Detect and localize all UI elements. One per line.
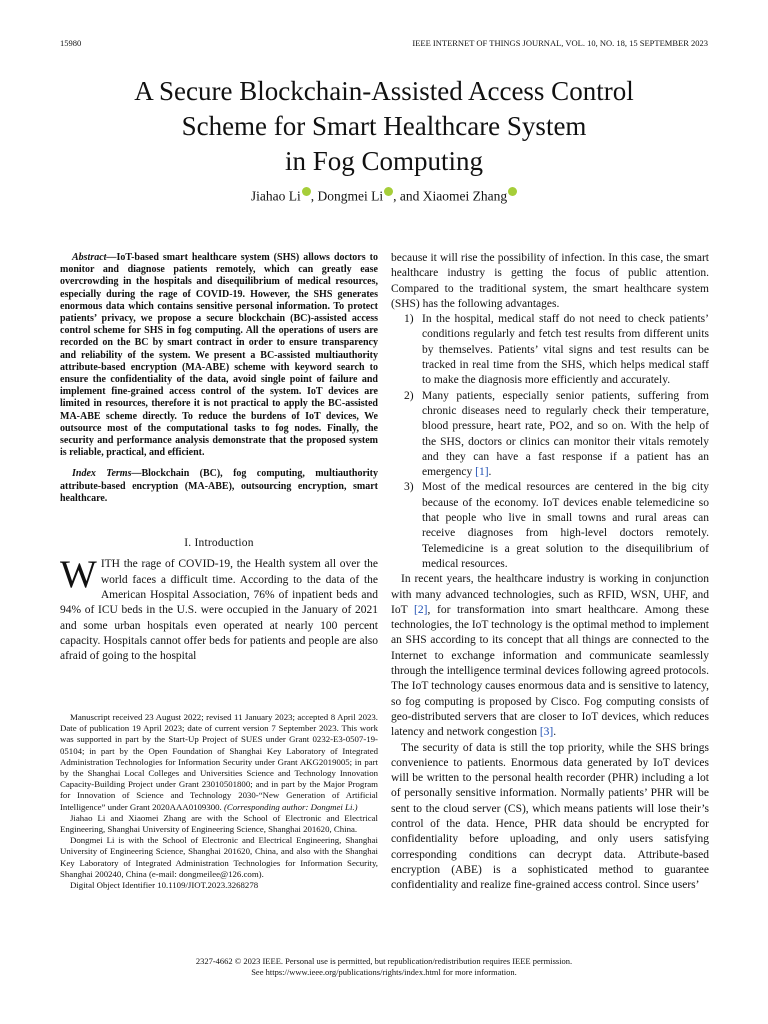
doi-line: Digital Object Identifier 10.1109/JIOT.2023.3268278 [70, 880, 259, 891]
author-name: Jiahao Li [250, 188, 301, 204]
footnotes [60, 712, 378, 891]
index-terms [60, 468, 378, 505]
list-text: In the hospital, medical staff do not need to check patients’ conditions regularly and fetch test results from different units by themselves. Patients’ vital signs and test results can be tracked in real time from the SHS, which helps medical staff to make the diagnosis more efficiently and accurately. [422, 313, 709, 387]
citation-link[interactable]: [1] [475, 466, 489, 479]
affiliation-2: Dongmei Li is with the School of Electronic and Electrical Engineering, Shanghai University of Engineering Science, Shanghai 201620, China, and also with the Shanghai Key Laboratory of Integrated Administration Technologies for Information Security, Shanghai 200240, China (e-mail: dongmeilee@126.com). [60, 835, 378, 879]
intro-paragraph [60, 553, 378, 664]
abstract-label: Abstract— [72, 252, 117, 263]
intro-text: ITH the rage of COVID-19, the Health system all over the world faces a difficult time. According to the data of the American Hospital Association, 76% of inpatient beds and 94% of ICU beds in the U.S. were occupied in the January of 2021 and some urban hospitals even operated at nearly 100 percent capacity. Hospitals cannot offer beds for patients and people are also afraid of going to the hospital [60, 558, 378, 663]
left-column [60, 249, 378, 664]
author-list [60, 186, 708, 206]
list-item: 2) Many patients, especially senior patients, suffering from chronic diseases need to regularly check their temperature, blood pressure, heart rate, PO2, and so on. With the help of the SHS, doctors or clinics can monitor their vitals remotely and they can have a fast response if a patient has an emergency [1]. [404, 389, 709, 479]
orcid-icon[interactable] [302, 187, 311, 196]
body-paragraph: The security of data is still the top priority, while the SHS brings convenience to patients. Enormous data generated by IoT devices will be written to the personal health recorder (PHR) including a lot of personally sensitive information. Normally patients’ PHR will be sent to the cloud server (CS), which means patients will lose their’s control of the data. Hence, PHR data should be encrypted for confidentiality before uploading, and only users satisfying corresponding conditions can decrypt data. Attribute-based encryption (ABE) is a sophisticated method to guarantee confidentiality and realize fine-grained access control. Since users’ [391, 741, 709, 892]
citation-link[interactable]: [3] [539, 726, 554, 739]
corresponding-author: (Corresponding author: Dongmei Li.) [223, 801, 358, 812]
author-name: , Dongmei Li [310, 188, 384, 204]
index-terms-label: Index Terms— [72, 468, 142, 480]
affiliation-1: Jiahao Li and Xiaomei Zhang are with the School of Electronic and Electrical Engineering, Shanghai University of Engineering Science, Shanghai 201620, China. [60, 812, 378, 835]
journal-name: IEEE INTERNET OF THINGS JOURNAL, VOL. 10, NO. 18, 15 SEPTEMBER 2023 [412, 38, 708, 48]
copyright-line-1: 2327-4662 © 2023 IEEE. Personal use is permitted, but republication/redistribution requires IEEE permission. [195, 956, 573, 966]
paper-title [60, 74, 708, 179]
orcid-icon[interactable] [508, 187, 517, 196]
para-text: , for transformation into smart healthcare. Among these technologies, the IoT technology is the optimal method to implement an SHS according to its concept that all things are connected to the Internet to exchange information and communicate seamlessly through the intelligence terminal devices following agreed protocols. The IoT technology causes enormous data and is sensitive to latency, so fog computing is proposed by Cisco. Fog computing consists of geo-distributed servers that are closer to IoT devices, which reduces latency and network congestion [391, 603, 709, 739]
list-item [391, 480, 709, 572]
right-column [391, 251, 709, 893]
body-paragraph: In recent years, the healthcare industry is working in conjunction with many advanced technologies, such as RFID, WSN, UHF, and IoT [2], for transformation into smart healthcare. Among these technologies, the IoT technology is the optimal method to implement an SHS according to its concept that all things are connected to the Internet to exchange information and communicate seamlessly through the intelligence terminal devices following agreed protocols. The IoT technology causes enormous data and is sensitive to latency, so fog computing is proposed by Cisco. Fog computing consists of geo-distributed servers that are closer to IoT devices, which reduces latency and network congestion [3]. [391, 573, 709, 739]
list-number: 3) [404, 481, 414, 494]
advantages-list [391, 312, 709, 572]
title-line-2: Scheme for Smart Healthcare System [181, 111, 587, 141]
running-header [60, 38, 708, 50]
para-text: In recent years, the healthcare industry is working in conjunction with many advanced technologies, such as RFID, WSN, UHF, and IoT [391, 573, 709, 616]
citation-link[interactable]: [2] [414, 603, 428, 616]
drop-cap: W [60, 553, 97, 597]
abstract [60, 252, 378, 459]
list-text: Many patients, especially senior patients, suffering from chronic diseases need to regularly check their temperature, blood pressure, heart rate, PO2, and so on. With the help of the SHS, doctors or clinics can monitor their vitals remotely and they can have a fast response if a patient has an emergency [422, 389, 709, 479]
index-terms-text: Blockchain (BC), fog computing, multiauthority attribute-based encryption (MA-ABE), outsourcing encryption, smart healthcare. [60, 468, 378, 504]
body-paragraph: because it will rise the possibility of infection. In this case, the smart healthcare industry is getting the focus of public attention. Compared to the traditional system, the smart healthcare system (SHS) has the following advantages. [391, 252, 709, 310]
list-text: Most of the medical resources are centered in the big city because of the economy. IoT devices enable telemedicine so that people who live in small towns and rural areas can receive diagnoses from high-level doctors remotely. Telemedicine is a great solution to the disequilibrium of medical resources. [422, 481, 709, 570]
list-item [391, 312, 709, 388]
orcid-icon[interactable] [384, 187, 393, 196]
list-number: 2) [404, 389, 414, 402]
abstract-text: IoT-based smart healthcare system (SHS) allows doctors to monitor and diagnose patients remotely, which can greatly ease overcrowding in the hospitals and disequilibrium of medical resources, especially during the rage of COVID-19. However, the SHS generates enormous data which contains sensitive personal information. To protect patients’ privacy, we propose a secure blockchain (BC)-assisted access control scheme for SHS in fog computing. All the operations of users are recorded on the BC by smart contract in order to ensure transparency and reliability of the system. We present a BC-assisted multiauthority attribute-based encryption (MA-ABE) scheme with keyword search to ensure the confidentiality of the data, avoid single point of failure and implement fine-grained access control of the system. IoT devices are limited in resources, therefore it is not practical to apply the BC-assisted MA-ABE scheme directly. To reduce the burdens of IoT devices, We outsource most of the computational tasks to fog nodes. Finally, the security and performance analysis demonstrate that the proposed system is reliable, practical, and efficient. [60, 252, 378, 459]
title-line-1: A Secure Blockchain-Assisted Access Control [134, 76, 634, 106]
copyright-line-2: See https://www.ieee.org/publications/rights/index.html for more information. [251, 967, 517, 977]
list-number: 1) [404, 313, 414, 326]
author-name: , and Xiaomei Zhang [393, 188, 508, 204]
section-heading: I. Introduction [184, 537, 254, 550]
page-number: 15980 [60, 38, 82, 48]
title-line-3: in Fog Computing [284, 146, 484, 176]
manuscript-note [60, 712, 378, 813]
manuscript-text: Manuscript received 23 August 2022; revised 11 January 2023; accepted 8 April 2023. Date of publication 19 April 2023; date of current version 7 September 2023. This work was supported in part by the Start-Up Project of SUES under Grant 0232-E3-0507-19-05104; in part by the Open Foundation of Shanghai Key Laboratory of Integrated Administration Technologies for Information Security under Grant AKG2019005; in part by the Shanghai Local Colleges and Universities Science and Technology Innovation Capacity-Building Project under Grant 23010501800; and in part by the Major Program for Innovation of Science and Technology 2030-“New Generation of Artificial Intelligence” under Grant 2020AAA0109300. [60, 712, 378, 812]
copyright-notice [60, 956, 708, 978]
